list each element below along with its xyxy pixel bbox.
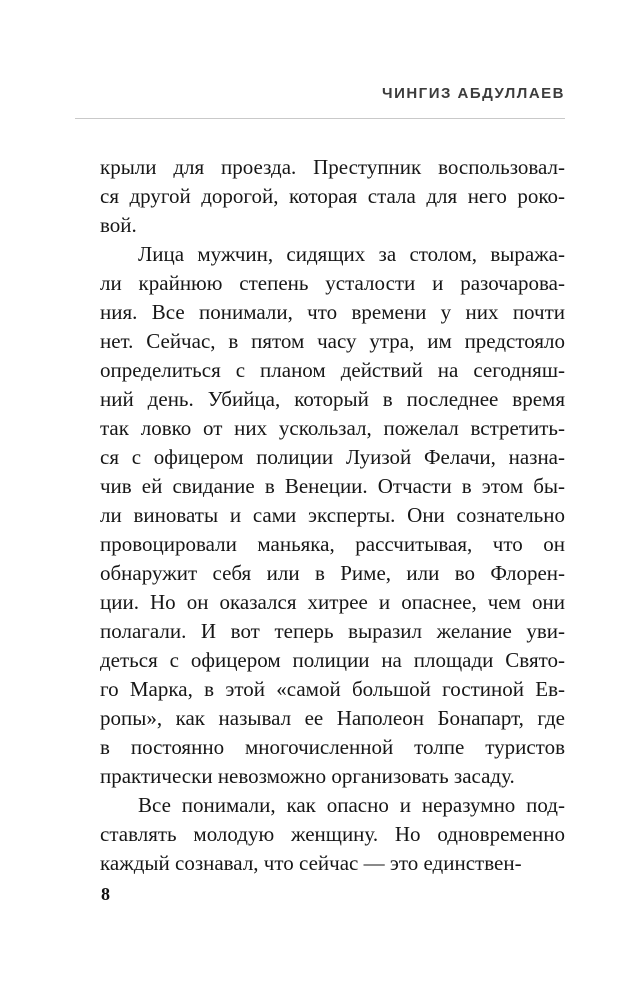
text-line: Все понимали, как опасно и неразумно под-	[138, 793, 565, 817]
text-line: определиться с планом действий на сегодняш-	[100, 358, 565, 382]
text-line: ся с офицером полиции Луизой Фелачи, назна-	[100, 445, 565, 469]
text-line: ний день. Убийца, который в последнее время	[100, 387, 565, 411]
paragraph	[100, 153, 565, 240]
body-text	[100, 153, 565, 878]
text-line: ся другой дорогой, которая стала для него роко-	[100, 184, 565, 208]
text-line: ропы», как называл ее Наполеон Бонапарт, где	[100, 706, 565, 730]
text-line: крыли для проезда. Преступник воспользовал-	[100, 155, 565, 179]
text-line: полагали. И вот теперь выразил желание уви-	[100, 619, 565, 643]
text-line: ния. Все понимали, что времени у них почти	[100, 300, 565, 324]
page-header	[100, 86, 565, 119]
text-line: ставлять молодую женщину. Но одновременно	[100, 822, 565, 846]
page-number: 8	[101, 884, 110, 904]
text-line: каждый сознавал, что сейчас — это единствен-	[100, 851, 522, 875]
text-line: Лица мужчин, сидящих за столом, выража-	[138, 242, 565, 266]
text-line: го Марка, в этой «самой большой гостиной Ев-	[100, 677, 565, 701]
header-rule	[75, 118, 565, 119]
text-line: обнаружит себя или в Риме, или во Флорен-	[100, 561, 565, 585]
text-line: нет. Сейчас, в пятом часу утра, им предстояло	[100, 329, 565, 353]
text-line: провоцировали маньяка, рассчитывая, что он	[100, 532, 565, 556]
text-line: вой.	[100, 213, 137, 237]
text-line: в постоянно многочисленной толпе туристов	[100, 735, 565, 759]
text-line: чив ей свидание в Венеции. Отчасти в этом бы-	[100, 474, 565, 498]
text-line: так ловко от них ускользал, пожелал встретить-	[100, 416, 565, 440]
text-line: ли крайнюю степень усталости и разочарова-	[100, 271, 565, 295]
paragraph	[100, 240, 565, 791]
running-header-author: ЧИНГИЗ АБДУЛЛАЕВ	[382, 85, 565, 102]
text-line: ли виноваты и сами эксперты. Они сознательно	[100, 503, 565, 527]
paragraph	[100, 791, 565, 878]
text-line: деться с офицером полиции на площади Свято-	[100, 648, 565, 672]
text-line: ции. Но он оказался хитрее и опаснее, чем они	[100, 590, 565, 614]
text-line: практически невозможно организовать засаду.	[100, 764, 515, 788]
